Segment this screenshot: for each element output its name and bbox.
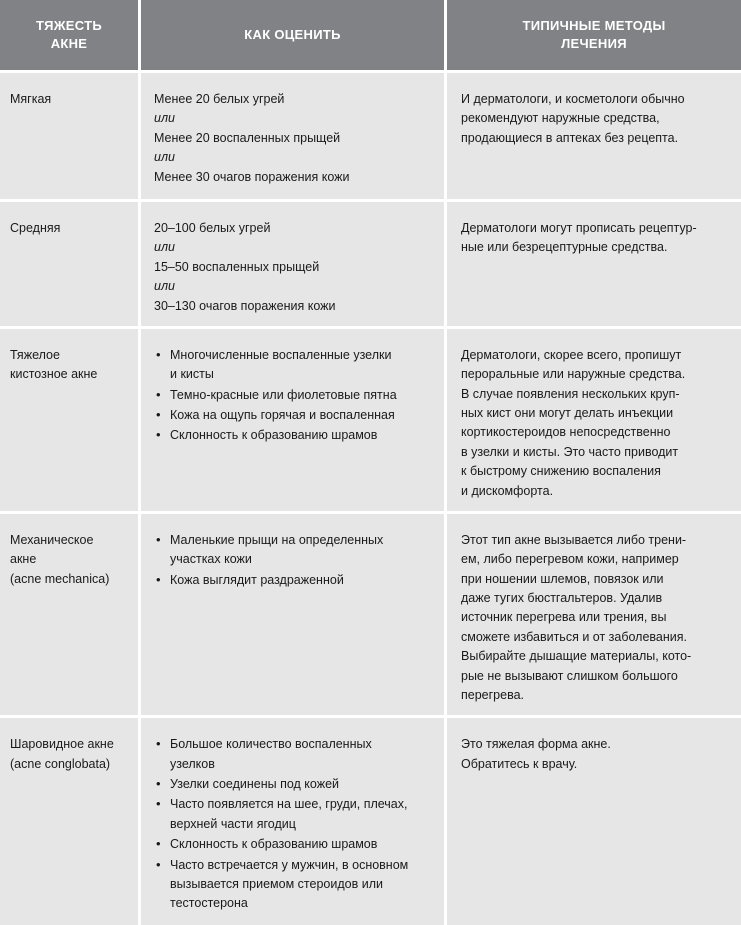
list-item-line: • Склонность к образованию шрамов — [170, 428, 378, 443]
severity-name-line2: (acne conglobata) — [10, 756, 111, 771]
treatment-line: ных кист они могут делать инъекции — [461, 406, 674, 420]
treatment-line: ные или безрецептурные средства. — [461, 240, 668, 255]
list-item-line: • Темно-красные или фиолетовые пятна — [170, 387, 397, 402]
assessment-line-or: или — [154, 150, 175, 165]
cell-assessment — [141, 329, 444, 511]
list-item-line: верхней части ягодиц — [170, 816, 296, 831]
treatment-line: перегрева. — [461, 687, 525, 702]
severity-name-line1: Механическое — [10, 532, 94, 547]
treatment-line: продающиеся в аптеках без рецепта. — [461, 130, 679, 145]
assessment-line: 30–130 очагов поражения кожи — [154, 298, 336, 313]
treatment-line: И дерматологи, и косметологи обычно — [461, 92, 685, 106]
list-item-line: узелков — [170, 756, 215, 771]
cell-severity — [0, 73, 138, 199]
column-header-severity-line2: АКНЕ — [50, 36, 88, 51]
column-header-treatment — [447, 0, 741, 70]
list-item — [154, 386, 432, 405]
cell-treatment — [447, 514, 741, 715]
list-item-line: • Склонность к образованию шрамов — [170, 837, 378, 852]
treatment-line: в узелки и кисты. Это часто приводит — [461, 444, 679, 459]
table-row — [0, 73, 741, 199]
treatment-line: Дерматологи могут прописать рецептур- — [461, 221, 697, 235]
cell-assessment — [141, 73, 444, 199]
treatment-line: Обратитесь к врачу. — [461, 756, 578, 771]
assessment-line: Менее 20 белых угрей — [154, 92, 285, 106]
list-item-line: • Кожа выглядит раздраженной — [170, 572, 344, 587]
list-item-line: тестостерона — [170, 896, 248, 911]
table-row — [0, 202, 741, 326]
assessment-line: 20–100 белых угрей — [154, 221, 271, 235]
severity-name-line1: Шаровидное акне — [10, 737, 114, 752]
severity-name-line1: Средняя — [10, 221, 61, 235]
cell-severity — [0, 202, 138, 326]
severity-name-line1: Мягкая — [10, 92, 52, 106]
list-item-line: • Кожа на ощупь горячая и воспаленная — [170, 408, 395, 422]
list-item-line: участках кожи — [170, 552, 252, 567]
cell-treatment — [447, 718, 741, 924]
list-item-line: вызывается приемом стероидов или — [170, 876, 383, 891]
severity-name-line2: акне — [10, 552, 37, 567]
list-item — [154, 856, 432, 914]
treatment-line: источник перегрева или трения, вы — [461, 610, 667, 625]
column-header-treatment-line1: ТИПИЧНЫЕ МЕТОДЫ — [522, 18, 666, 34]
list-item-line: • Маленькие прыщи на определенных — [170, 532, 384, 547]
list-item-line: • Многочисленные воспаленные узелки — [170, 347, 392, 362]
list-item — [154, 835, 432, 854]
cell-severity — [0, 514, 138, 715]
list-item — [154, 775, 432, 794]
assessment-bullet-list — [154, 346, 432, 446]
assessment-line-or: или — [154, 240, 175, 255]
cell-assessment — [141, 718, 444, 924]
cell-treatment — [447, 202, 741, 326]
treatment-line: кортикостероидов непосредственно — [461, 425, 671, 440]
list-item — [154, 346, 432, 385]
treatment-line: пероральные или наружные средства. — [461, 367, 686, 382]
list-item — [154, 406, 432, 425]
treatment-line: рекомендуют наружные средства, — [461, 111, 660, 126]
treatment-line: к быстрому снижению воспаления — [461, 464, 661, 479]
list-item — [154, 735, 432, 774]
list-item-line: • Большое количество воспаленных — [170, 737, 372, 752]
list-item-line: • Часто появляется на шее, груди, плечах, — [170, 797, 408, 812]
treatment-line: ем, либо перегревом кожи, например — [461, 552, 679, 567]
treatment-line: сможете избавиться и от заболевания. — [461, 629, 687, 644]
assessment-line-or: или — [154, 111, 175, 126]
treatment-line: даже тугих бюстгальтеров. Удалив — [461, 591, 663, 605]
severity-name-line1: Тяжелое — [10, 347, 60, 362]
assessment-line: 15–50 воспаленных прыщей — [154, 259, 320, 274]
treatment-line: В случае появления нескольких круп- — [461, 386, 680, 401]
column-header-assessment-line1: КАК ОЦЕНИТЬ — [244, 27, 341, 43]
list-item-line: • Часто встречается у мужчин, в основном — [170, 857, 409, 872]
column-header-treatment-line2: ЛЕЧЕНИЯ — [561, 36, 627, 51]
severity-name-line2: кистозное акне — [10, 367, 98, 382]
list-item — [154, 531, 432, 570]
assessment-line: Менее 30 очагов поражения кожи — [154, 169, 350, 184]
column-header-assessment — [141, 0, 444, 70]
treatment-line: при ношении шлемов, повязок или — [461, 571, 664, 586]
cell-severity — [0, 718, 138, 924]
cell-treatment — [447, 329, 741, 511]
list-item — [154, 571, 432, 590]
cell-assessment — [141, 514, 444, 715]
assessment-bullet-list — [154, 531, 432, 590]
treatment-line: Выбирайте дышащие материалы, кото- — [461, 649, 692, 664]
table-row — [0, 718, 741, 924]
list-item — [154, 426, 432, 445]
list-item-line: и кисты — [170, 367, 214, 382]
cell-treatment — [447, 73, 741, 199]
table-row — [0, 329, 741, 511]
treatment-line: рые не вызывают слишком большого — [461, 668, 678, 683]
column-header-severity-line1: ТЯЖЕСТЬ — [36, 18, 102, 34]
treatment-line: Дерматологи, скорее всего, пропишут — [461, 347, 682, 362]
cell-assessment — [141, 202, 444, 326]
cell-severity — [0, 329, 138, 511]
treatment-line: Этот тип акне вызывается либо трени- — [461, 532, 687, 547]
treatment-line: Это тяжелая форма акне. — [461, 737, 611, 752]
list-item-line: • Узелки соединены под кожей — [170, 777, 340, 791]
column-header-severity — [0, 0, 138, 70]
severity-name-line3: (acne mechanica) — [10, 571, 110, 586]
list-item — [154, 795, 432, 834]
treatment-line: и дискомфорта. — [461, 483, 554, 498]
table-header-row — [0, 0, 741, 70]
assessment-bullet-list — [154, 735, 432, 913]
assessment-line: Менее 20 воспаленных прыщей — [154, 130, 341, 145]
table-row — [0, 514, 741, 715]
assessment-line-or: или — [154, 279, 175, 294]
